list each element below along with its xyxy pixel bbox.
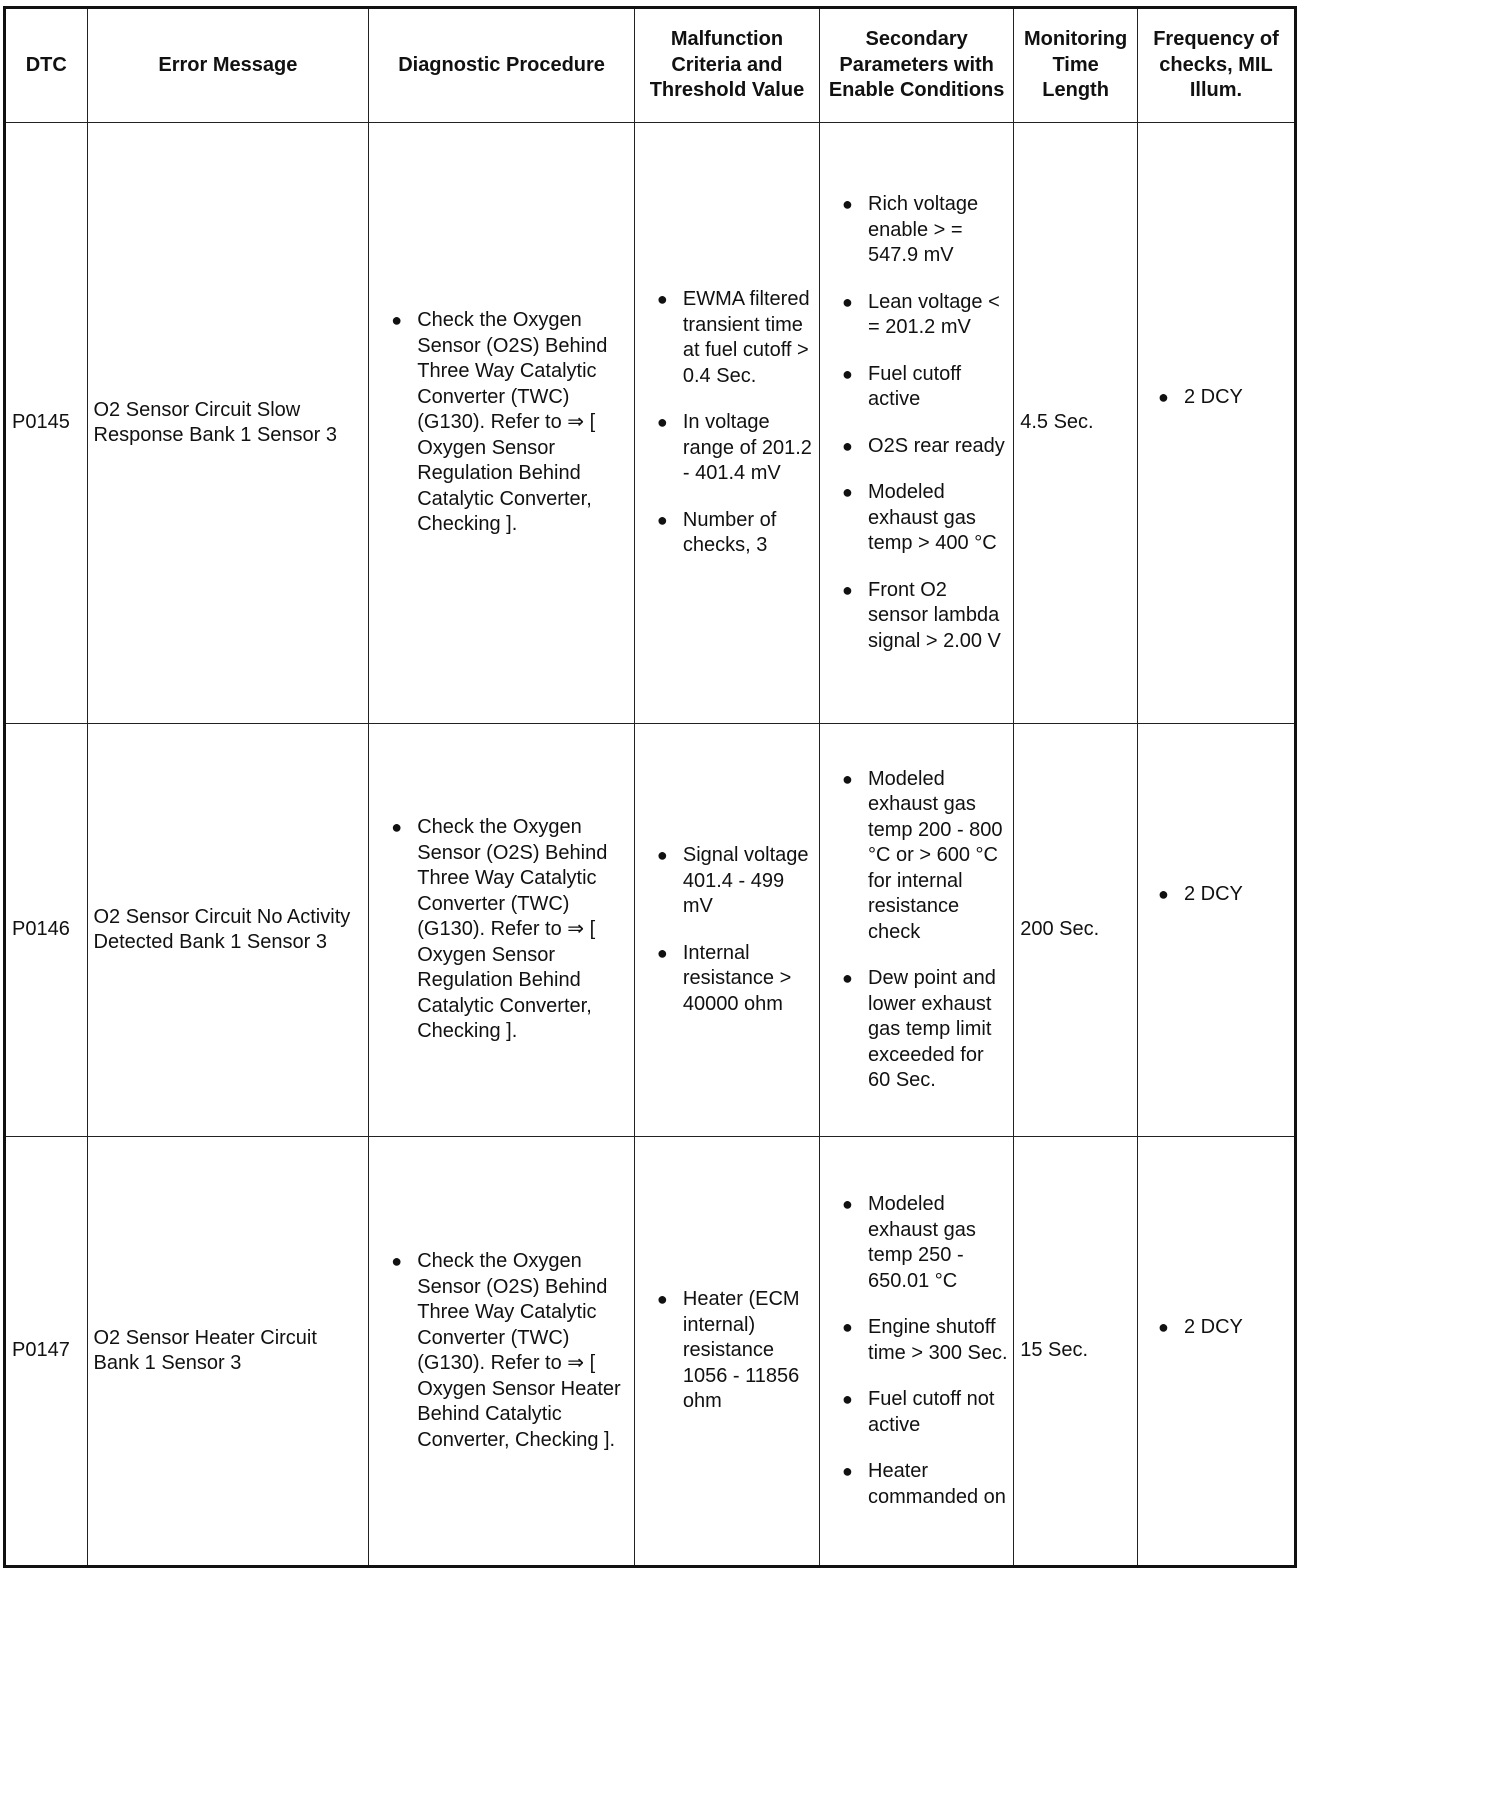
secondary-item: ● Modeled exhaust gas temp 250 - 650.01 °C [826,1192,1009,1294]
secondary-item: ● Rich voltage enable > = 547.9 mV [826,192,1009,269]
header-error-message: Error Message [87,8,369,123]
secondary-item: ● Modeled exhaust gas temp 200 - 800 °C or > 600 °C for internal resistance check [826,767,1009,946]
secondary-item: ● Fuel cutoff active [826,362,1009,413]
error-message: O2 Sensor Heater Circuit Bank 1 Sensor 3 [87,1137,369,1567]
frequency-item: ● 2 DCY [1144,882,1290,908]
secondary-parameters-cell [820,724,1014,1137]
header-frequency: Frequency of checks, MIL Illum. [1137,8,1295,123]
dtc-code: P0145 [5,123,88,724]
procedure-item: ● Check the Oxygen Sensor (O2S) Behind Three Way Catalytic Converter (TWC) (G130). Refer to ⇒ [ Oxygen Sensor Heater Behind Catalytic Converter, Checking ]. [375,1249,630,1453]
monitoring-time: 4.5 Sec. [1014,123,1138,724]
header-dtc: DTC [5,8,88,123]
header-diagnostic-procedure: Diagnostic Procedure [369,8,635,123]
secondary-item: ● Heater commanded on [826,1459,1009,1510]
criteria-item: ● Number of checks, 3 [641,508,815,559]
header-row [5,8,1296,123]
criteria-item: ● Heater (ECM internal) resistance 1056 - 11856 ohm [641,1287,815,1415]
dtc-code: P0146 [5,724,88,1137]
error-message: O2 Sensor Circuit Slow Response Bank 1 Sensor 3 [87,123,369,724]
secondary-item: ● Front O2 sensor lambda signal > 2.00 V [826,578,1009,655]
secondary-parameters-cell [820,1137,1014,1567]
diagnostic-procedure-cell [369,123,635,724]
frequency-item: ● 2 DCY [1144,1315,1290,1341]
diagnostic-procedure-cell [369,1137,635,1567]
diagnostic-procedure-cell [369,724,635,1137]
criteria-item: ● Internal resistance > 40000 ohm [641,941,815,1018]
header-secondary-parameters: Secondary Parameters with Enable Conditions [820,8,1014,123]
secondary-item: ● Engine shutoff time > 300 Sec. [826,1315,1009,1366]
malfunction-criteria-cell [634,724,819,1137]
secondary-item: ● O2S rear ready [826,434,1009,460]
error-message: O2 Sensor Circuit No Activity Detected Bank 1 Sensor 3 [87,724,369,1137]
monitoring-time: 15 Sec. [1014,1137,1138,1567]
malfunction-criteria-cell [634,123,819,724]
table-row [5,123,1296,724]
secondary-item: ● Modeled exhaust gas temp > 400 °C [826,480,1009,557]
procedure-item: ● Check the Oxygen Sensor (O2S) Behind Three Way Catalytic Converter (TWC) (G130). Refer to ⇒ [ Oxygen Sensor Regulation Behind Catalytic Converter, Checking ]. [375,815,630,1045]
malfunction-criteria-cell [634,1137,819,1567]
criteria-item: ● Signal voltage 401.4 - 499 mV [641,843,815,920]
frequency-item: ● 2 DCY [1144,385,1290,411]
frequency-cell [1137,123,1295,724]
table-row [5,724,1296,1137]
secondary-item: ● Dew point and lower exhaust gas temp limit exceeded for 60 Sec. [826,966,1009,1094]
header-monitoring-time: Monitoring Time Length [1014,8,1138,123]
monitoring-time: 200 Sec. [1014,724,1138,1137]
frequency-cell [1137,1137,1295,1567]
dtc-code: P0147 [5,1137,88,1567]
secondary-item: ● Fuel cutoff not active [826,1387,1009,1438]
secondary-parameters-cell [820,123,1014,724]
procedure-item: ● Check the Oxygen Sensor (O2S) Behind Three Way Catalytic Converter (TWC) (G130). Refer to ⇒ [ Oxygen Sensor Regulation Behind Catalytic Converter, Checking ]. [375,308,630,538]
criteria-item: ● In voltage range of 201.2 - 401.4 mV [641,410,815,487]
header-malfunction-criteria: Malfunction Criteria and Threshold Value [634,8,819,123]
frequency-cell [1137,724,1295,1137]
table-row [5,1137,1296,1567]
secondary-item: ● Lean voltage < = 201.2 mV [826,290,1009,341]
dtc-table [3,6,1297,1568]
criteria-item: ● EWMA filtered transient time at fuel cutoff > 0.4 Sec. [641,287,815,389]
